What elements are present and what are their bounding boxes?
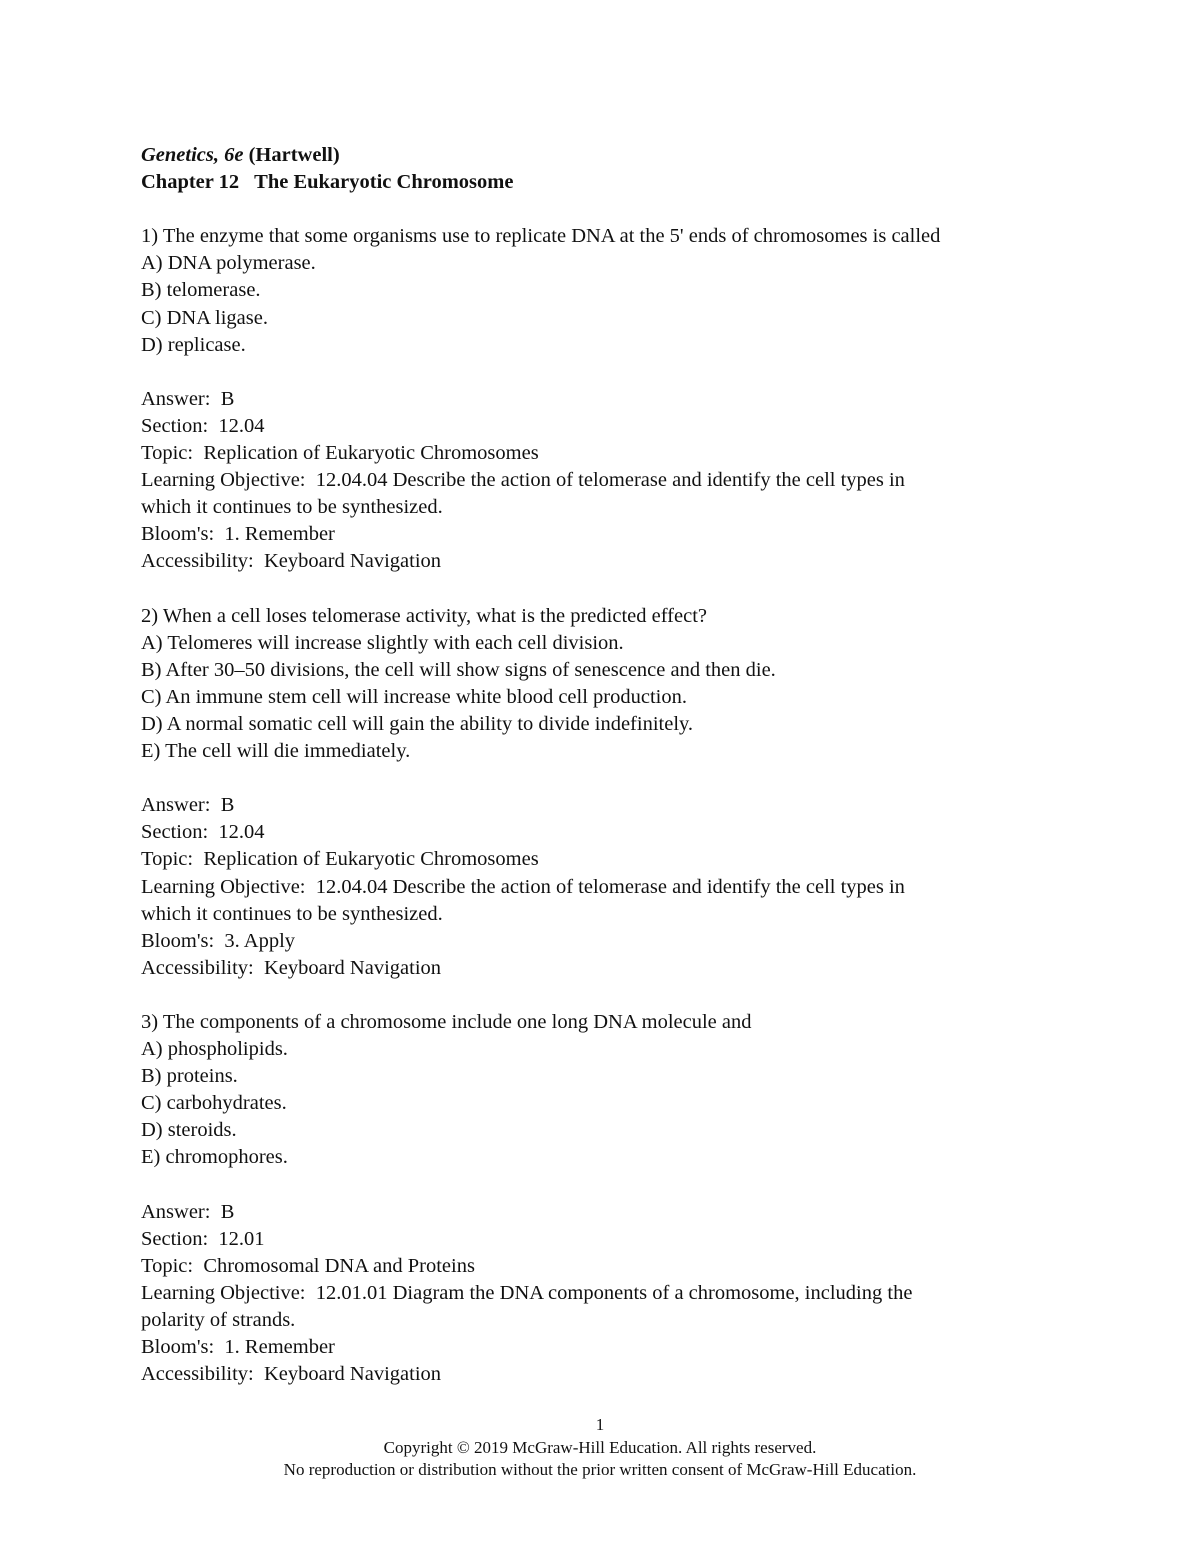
option-e: E) The cell will die immediately. [141,740,411,763]
accessibility: Accessibility: Keyboard Navigation [141,1363,442,1386]
section: Section: 12.04 [141,414,265,437]
learning-objective-cont: polarity of strands. [141,1309,296,1332]
blooms: Bloom's: 1. Remember [141,523,335,546]
section: Section: 12.01 [141,1227,265,1250]
spacer [141,576,1041,603]
book-title: Genetics, 6e [141,144,244,166]
answer: Answer: B [141,794,235,817]
spacer [141,765,1041,792]
question-3 [141,1009,1041,1388]
accessibility: Accessibility: Keyboard Navigation [141,550,442,573]
book-author: (Hartwell) [243,144,340,166]
option-d: D) A normal somatic cell will gain the ability to divide indefinitely. [141,712,694,735]
option-e: E) chromophores. [141,1146,288,1169]
accessibility: Accessibility: Keyboard Navigation [141,956,442,979]
question-stem: 1) The enzyme that some organisms use to replicate DNA at the 5' ends of chromosomes is called [141,225,941,248]
book-title-line [141,142,1041,169]
document-body [141,142,1041,1388]
option-d: D) steroids. [141,1119,237,1142]
page-number: 1 [595,1415,605,1434]
option-a: A) Telomeres will increase slightly with each cell division. [141,631,624,654]
question-stem: 2) When a cell loses telomerase activity, what is the predicted effect? [141,604,707,627]
option-b: B) After 30–50 divisions, the cell will show signs of senescence and then die. [141,658,776,681]
question-stem: 3) The components of a chromosome include one long DNA molecule and [141,1011,752,1033]
blooms: Bloom's: 1. Remember [141,1336,335,1359]
blooms: Bloom's: 3. Apply [141,929,296,952]
distribution-notice: No reproduction or distribution without the prior written consent of McGraw-Hill Education. [283,1460,917,1479]
learning-objective: Learning Objective: 12.01.01 Diagram the DNA components of a chromosome, including the [141,1281,913,1304]
topic: Topic: Chromosomal DNA and Proteins [141,1254,475,1277]
question-2 [141,603,1041,982]
chapter-title: Chapter 12 The Eukaryotic Chromosome [141,171,514,194]
spacer [141,196,1041,223]
question-1 [141,223,1041,575]
learning-objective: Learning Objective: 12.04.04 Describe the action of telomerase and identify the cell types in [141,875,905,898]
learning-objective: Learning Objective: 12.04.04 Describe the action of telomerase and identify the cell types in [141,469,905,492]
section: Section: 12.04 [141,821,265,844]
answer: Answer: B [141,1200,235,1223]
option-c: C) DNA ligase. [141,306,268,329]
learning-objective-cont: which it continues to be synthesized. [141,902,443,925]
option-b: B) proteins. [141,1065,238,1088]
topic: Topic: Replication of Eukaryotic Chromosomes [141,442,539,465]
answer: Answer: B [141,387,235,410]
copyright-notice: Copyright © 2019 McGraw-Hill Education. All rights reserved. [383,1437,817,1457]
spacer [141,982,1041,1009]
topic: Topic: Replication of Eukaryotic Chromosomes [141,848,539,871]
spacer [141,359,1041,386]
option-a: A) DNA polymerase. [141,252,316,275]
option-a: A) phospholipids. [141,1038,288,1061]
spacer [141,1172,1041,1199]
option-b: B) telomerase. [141,279,261,302]
option-c: C) carbohydrates. [141,1092,287,1115]
option-d: D) replicase. [141,333,246,356]
learning-objective-cont: which it continues to be synthesized. [141,496,443,519]
option-c: C) An immune stem cell will increase white blood cell production. [141,685,687,708]
page-footer [0,1414,1200,1482]
